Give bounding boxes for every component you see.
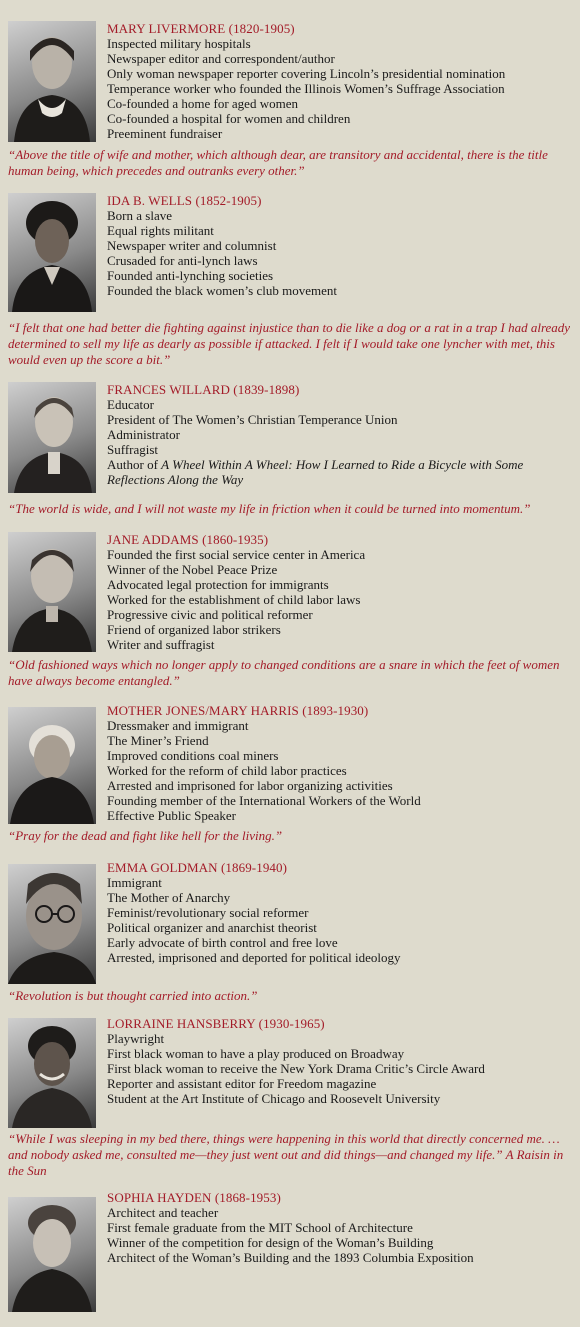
entry-info <box>107 1016 573 1106</box>
fact-item: Political organizer and anarchist theorist <box>107 920 317 935</box>
fact-item: Feminist/revolutionary social reformer <box>107 905 309 920</box>
entry-name: JANE ADDAMS (1860-1935) <box>107 532 269 547</box>
portrait-silhouette-icon <box>8 532 96 652</box>
fact-item <box>107 457 573 487</box>
fact-item: Friend of organized labor strikers <box>107 622 281 637</box>
fact-item: Newspaper editor and correspondent/author <box>107 51 335 66</box>
fact-item: Co-founded a home for aged women <box>107 96 298 111</box>
portrait-photo <box>8 193 96 312</box>
fact-item: The Mother of Anarchy <box>107 890 231 905</box>
fact-list <box>107 547 573 652</box>
fact-item: Suffragist <box>107 442 159 457</box>
fact-item: Writer and suffragist <box>107 637 215 652</box>
fact-item: Arrested, imprisoned and deported for political ideology <box>107 950 401 965</box>
fact-item: Reporter and assistant editor for Freedom magazine <box>107 1076 377 1091</box>
portrait-photo <box>8 532 96 652</box>
entry-quote: “Old fashioned ways which no longer apply to changed conditions are a snare in which the feet of women have always become entangled.” <box>8 657 560 688</box>
fact-item: Temperance worker who founded the Illinois Women’s Suffrage Association <box>107 81 505 96</box>
entry-quote: “While I was sleeping in my bed there, things were happening in this world that directly concerned me. …and nobody asked me, consulted me—they just went out and did things—and changed my life.” A Raisin in the Sun <box>8 1131 564 1178</box>
fact-item: Immigrant <box>107 875 162 890</box>
entry-name: SOPHIA HAYDEN (1868-1953) <box>107 1190 281 1205</box>
fact-item: Preeminent fundraiser <box>107 126 223 141</box>
portrait-silhouette-icon <box>8 382 96 493</box>
fact-item: Founding member of the International Workers of the World <box>107 793 421 808</box>
fact-item: President of The Women’s Christian Temperance Union <box>107 412 398 427</box>
fact-item: Early advocate of birth control and free love <box>107 935 338 950</box>
portrait-photo <box>8 707 96 824</box>
entry-quote: “I felt that one had better die fighting against injustice than to die like a dog or a rat in a trap I had already determined to sell my life as dearly as possible if attacked. I felt if I would take one lyncher with met, this would even up the score a bit.” <box>8 320 571 367</box>
fact-item: Educator <box>107 397 154 412</box>
fact-item: Worked for the establishment of child labor laws <box>107 592 361 607</box>
entry-name: MOTHER JONES/MARY HARRIS (1893-1930) <box>107 703 369 718</box>
fact-list <box>107 1205 573 1265</box>
portrait-photo <box>8 21 96 142</box>
fact-prefix: Author of <box>107 457 162 472</box>
portrait-silhouette-icon <box>8 1018 96 1128</box>
fact-item: The Miner’s Friend <box>107 733 209 748</box>
fact-item: Effective Public Speaker <box>107 808 236 823</box>
entry-name: LORRAINE HANSBERRY (1930-1965) <box>107 1016 325 1031</box>
fact-item: Architect of the Woman’s Building and the 1893 Columbia Exposition <box>107 1250 474 1265</box>
fact-item: Founded the black women’s club movement <box>107 283 337 298</box>
portrait-silhouette-icon <box>8 707 96 824</box>
entry-info <box>107 703 573 823</box>
fact-item: Born a slave <box>107 208 172 223</box>
fact-item: Arrested and imprisoned for labor organizing activities <box>107 778 393 793</box>
entry-info <box>107 532 573 652</box>
fact-list <box>107 397 573 487</box>
entry-info <box>107 193 573 298</box>
fact-list <box>107 36 573 141</box>
book-title: A Wheel Within A Wheel: How I Learned to Ride a Bicycle with Some Reflections Along the Way <box>107 457 524 487</box>
fact-item: Founded anti-lynching societies <box>107 268 274 283</box>
fact-item: Inspected military hospitals <box>107 36 251 51</box>
fact-item: First black woman to have a play produced on Broadway <box>107 1046 405 1061</box>
portrait-photo <box>8 1197 96 1312</box>
fact-list <box>107 875 573 965</box>
portrait-silhouette-icon <box>8 1197 96 1312</box>
fact-item: Dressmaker and immigrant <box>107 718 249 733</box>
fact-item: Student at the Art Institute of Chicago and Roosevelt University <box>107 1091 441 1106</box>
fact-item: Progressive civic and political reformer <box>107 607 313 622</box>
fact-item: Winner of the Nobel Peace Prize <box>107 562 278 577</box>
fact-list <box>107 208 573 298</box>
fact-item: First black woman to receive the New York Drama Critic’s Circle Award <box>107 1061 485 1076</box>
entry-info <box>107 860 573 965</box>
entry-name: EMMA GOLDMAN (1869-1940) <box>107 860 288 875</box>
fact-item: Only woman newspaper reporter covering Lincoln’s presidential nomination <box>107 66 506 81</box>
entry-name: MARY LIVERMORE (1820-1905) <box>107 21 295 36</box>
entry-quote: “The world is wide, and I will not waste my life in friction when it could be turned into momentum.” <box>8 501 531 516</box>
fact-item: Equal rights militant <box>107 223 214 238</box>
entry-quote: “Above the title of wife and mother, which although dear, are transitory and accidental, there is the title human being, which precedes and outranks every other.” <box>8 147 548 178</box>
entry-info <box>107 382 573 487</box>
fact-item: Playwright <box>107 1031 165 1046</box>
entry-name: IDA B. WELLS (1852-1905) <box>107 193 262 208</box>
fact-item: Advocated legal protection for immigrants <box>107 577 329 592</box>
entry-name: FRANCES WILLARD (1839-1898) <box>107 382 300 397</box>
fact-list <box>107 718 573 823</box>
fact-item: Administrator <box>107 427 180 442</box>
fact-item: Architect and teacher <box>107 1205 219 1220</box>
fact-item: Founded the first social service center in America <box>107 547 366 562</box>
entry-quote: “Revolution is but thought carried into action.” <box>8 988 258 1003</box>
portrait-photo <box>8 1018 96 1128</box>
portrait-silhouette-icon <box>8 21 96 142</box>
portrait-photo <box>8 864 96 984</box>
portrait-silhouette-icon <box>8 864 96 984</box>
fact-item: Crusaded for anti-lynch laws <box>107 253 258 268</box>
fact-item: Worked for the reform of child labor practices <box>107 763 347 778</box>
fact-item: Improved conditions coal miners <box>107 748 279 763</box>
fact-item: Co-founded a hospital for women and children <box>107 111 351 126</box>
entry-quote: “Pray for the dead and fight like hell for the living.” <box>8 828 283 843</box>
fact-item: Newspaper writer and columnist <box>107 238 277 253</box>
entry-info <box>107 21 573 141</box>
fact-item: First female graduate from the MIT School of Architecture <box>107 1220 413 1235</box>
fact-item: Winner of the competition for design of the Woman’s Building <box>107 1235 434 1250</box>
entry-info <box>107 1190 573 1265</box>
portrait-photo <box>8 382 96 493</box>
portrait-silhouette-icon <box>8 193 96 312</box>
fact-list <box>107 1031 573 1106</box>
